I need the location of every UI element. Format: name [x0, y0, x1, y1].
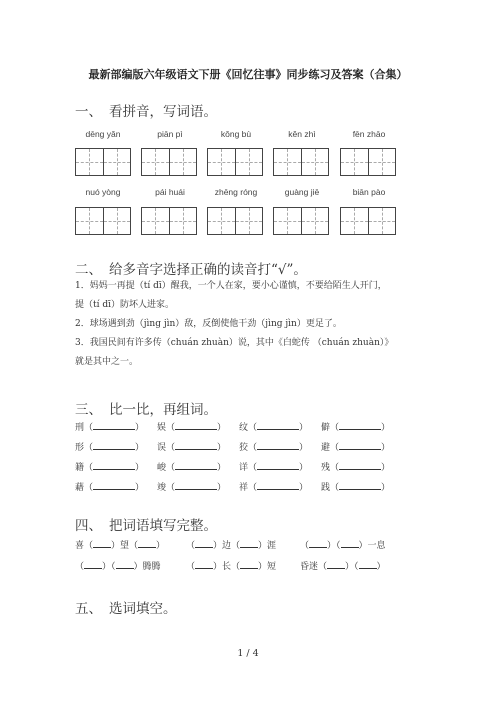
compare-item: 僻（ ） — [321, 420, 403, 433]
answer-blank[interactable] — [339, 440, 381, 450]
answer-blank[interactable] — [359, 559, 377, 569]
section-number: 一、 — [75, 104, 102, 120]
compare-item: 残（ ） — [321, 460, 403, 473]
pinyin-label: piān pì — [157, 129, 183, 139]
writing-grid[interactable] — [75, 207, 131, 235]
compare-row — [75, 480, 415, 493]
answer-blank[interactable] — [240, 559, 258, 569]
section-4-heading — [75, 514, 217, 534]
section-number: 二、 — [75, 262, 102, 278]
pinyin-label: fēn zhāo — [352, 129, 386, 139]
compare-item: 娱（ ） — [157, 420, 239, 433]
answer-blank[interactable] — [93, 480, 135, 490]
section-title: 看拼音，写词语。 — [109, 104, 217, 120]
section-number: 四、 — [75, 518, 102, 534]
writing-grid[interactable] — [273, 207, 329, 235]
writing-grid[interactable] — [207, 148, 263, 176]
compare-item: 践（ ） — [321, 480, 403, 493]
answer-blank[interactable] — [327, 559, 345, 569]
writing-grid[interactable] — [141, 148, 197, 176]
section-5-heading — [75, 597, 177, 617]
page-number: 1 / 4 — [237, 648, 259, 659]
pinyin-label: guàng jiē — [284, 187, 320, 197]
compare-item: 籍（ ） — [75, 460, 157, 473]
idiom-item: （ ）（ ）腾腾 — [75, 559, 161, 572]
pinyin-label: nuó yòng — [85, 187, 121, 197]
section-1-heading — [75, 100, 217, 120]
section-title: 给多音字选择正确的读音打“√”。 — [109, 262, 307, 278]
pinyin-label: pái huái — [155, 187, 185, 197]
answer-blank[interactable] — [339, 420, 381, 430]
writing-grid[interactable] — [207, 207, 263, 235]
idiom-item: 昏迷（ ）（ ） — [300, 559, 386, 572]
answer-blank[interactable] — [175, 440, 217, 450]
answer-blank[interactable] — [116, 559, 134, 569]
compare-item: 纹（ ） — [239, 420, 321, 433]
answer-blank[interactable] — [93, 460, 135, 470]
answer-blank[interactable] — [257, 460, 299, 470]
q2-line: 3．我国民间有许多传（chuán zhuàn）说，其中《白蛇传 （chuán zhuàn）》 — [75, 338, 394, 348]
section-title: 把词语填写完整。 — [109, 518, 217, 534]
section-2-heading — [75, 258, 307, 278]
idiom-item: （ ）（ ）一息 — [300, 538, 386, 551]
answer-blank[interactable] — [240, 538, 258, 548]
idiom-item: 喜（ ）望（ ） — [75, 538, 165, 551]
pinyin-label: zhēng róng — [214, 187, 258, 197]
answer-blank[interactable] — [175, 460, 217, 470]
section-title: 选词填空。 — [109, 601, 177, 617]
compare-item: 狡（ ） — [239, 440, 321, 453]
pinyin-label: dēng yǎn — [85, 129, 121, 139]
writing-grid[interactable] — [340, 148, 396, 176]
q2-line: 就是其中之一。 — [75, 357, 139, 367]
answer-blank[interactable] — [138, 538, 156, 548]
answer-blank[interactable] — [93, 440, 135, 450]
answer-blank[interactable] — [257, 420, 299, 430]
compare-item: 竣（ ） — [157, 480, 239, 493]
compare-item: 详（ ） — [239, 460, 321, 473]
document-title: 最新部编版六年级语文下册《回忆往事》同步练习及答案（合集） — [88, 68, 408, 81]
answer-blank[interactable] — [257, 440, 299, 450]
compare-item: 藉（ ） — [75, 480, 157, 493]
compare-row — [75, 460, 415, 473]
answer-blank[interactable] — [339, 460, 381, 470]
answer-blank[interactable] — [309, 538, 327, 548]
q2-line: 1．妈妈一再提（tí dī）醒我，一个人在家，要小心谨慎，不要给陌生人开门， — [75, 281, 387, 291]
compare-item: 形（ ） — [75, 440, 157, 453]
writing-grid[interactable] — [75, 148, 131, 176]
writing-grid[interactable] — [273, 148, 329, 176]
compare-item: 祥（ ） — [239, 480, 321, 493]
answer-blank[interactable] — [93, 538, 111, 548]
pinyin-label: kěn zhì — [288, 129, 316, 139]
answer-blank[interactable] — [339, 480, 381, 490]
answer-blank[interactable] — [341, 538, 359, 548]
writing-grid[interactable] — [141, 207, 197, 235]
compare-item: 刑（ ） — [75, 420, 157, 433]
compare-item: 峻（ ） — [157, 460, 239, 473]
writing-grid[interactable] — [340, 207, 396, 235]
idiom-item: （ ）边（ ）涯 — [186, 538, 276, 551]
compare-item: 避（ ） — [321, 440, 403, 453]
compare-item: 误（ ） — [157, 440, 239, 453]
idiom-item: （ ）长（ ）短 — [186, 559, 276, 572]
q2-line: 提（tí dī）防坏人进家。 — [75, 300, 174, 310]
q2-line: 2．球场遇到劲（jìng jìn）敌，反倒使他干劲（jìng jìn）更足了。 — [75, 319, 342, 329]
answer-blank[interactable] — [175, 420, 217, 430]
answer-blank[interactable] — [195, 538, 213, 548]
answer-blank[interactable] — [93, 420, 135, 430]
compare-row — [75, 420, 415, 433]
answer-blank[interactable] — [84, 559, 102, 569]
section-number: 三、 — [75, 402, 102, 418]
section-title: 比一比，再组词。 — [109, 402, 217, 418]
section-3-heading — [75, 398, 217, 418]
section-number: 五、 — [75, 601, 102, 617]
answer-blank[interactable] — [175, 480, 217, 490]
pinyin-label: biān pào — [352, 187, 386, 197]
answer-blank[interactable] — [257, 480, 299, 490]
compare-row — [75, 440, 415, 453]
answer-blank[interactable] — [195, 559, 213, 569]
pinyin-label: kǒng bù — [220, 129, 252, 139]
